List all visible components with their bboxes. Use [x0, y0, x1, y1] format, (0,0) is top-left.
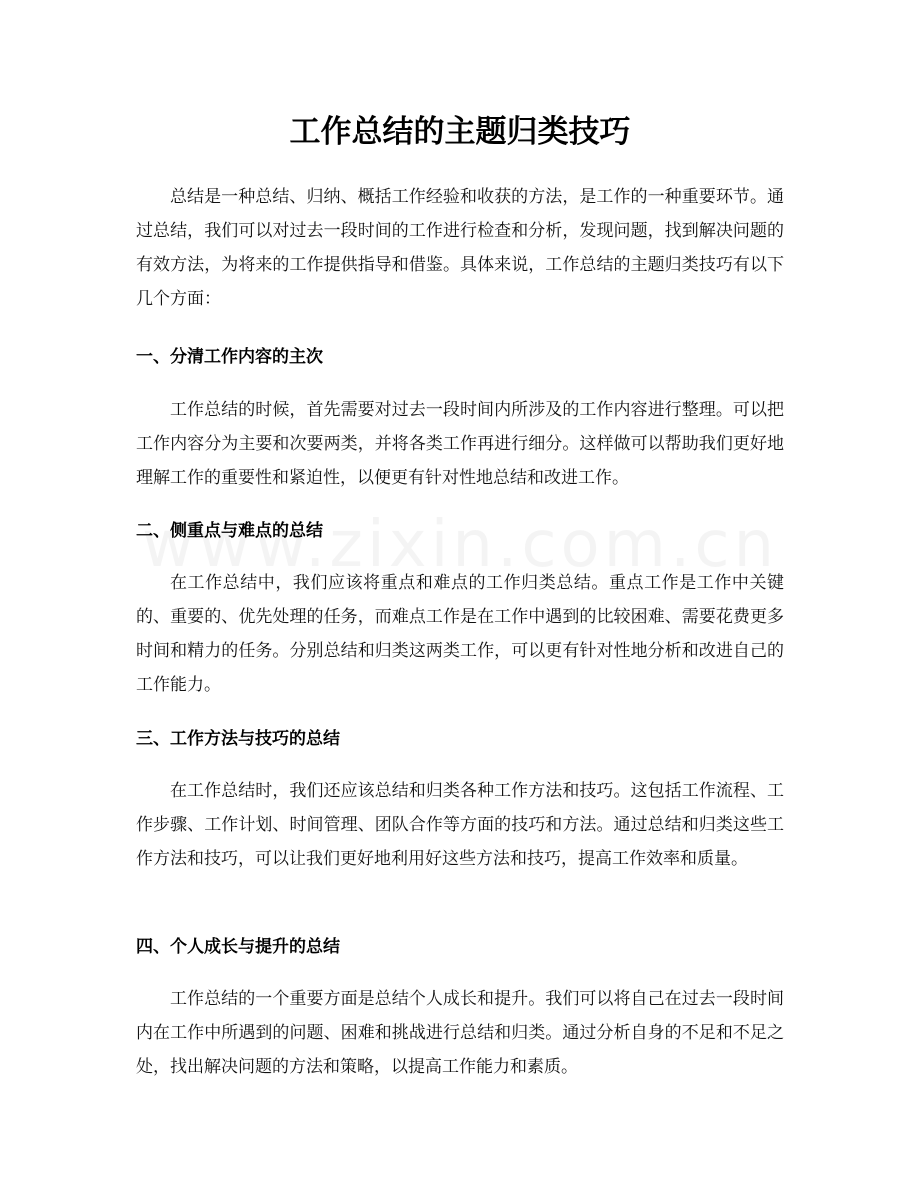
section-body-2: 在工作总结中，我们应该将重点和难点的工作归类总结。重点工作是工作中关键的、重要的、优先处理的任务，而难点工作是在工作中遇到的比较困难、需要花费更多时间和精力的任务。分别总结和归类这两类工作，可以更有针对性地分析和改进自己的工作能力。 — [136, 573, 784, 695]
section-heading-1: 一、分清工作内容的主次 — [136, 347, 323, 367]
section-body-4: 工作总结的一个重要方面是总结个人成长和提升。我们可以将自己在过去一段时间内在工作中所遇到的问题、困难和挑战进行总结和归类。通过分析自身的不足和不足之处，找出解决问题的方法和策略，以提高工作能力和素质。 — [136, 989, 784, 1077]
section-body-3: 在工作总结时，我们还应该总结和归类各种工作方法和技巧。这包括工作流程、工作步骤、工作计划、时间管理、团队合作等方面的技巧和方法。通过总结和归类这些工作方法和技巧，可以让我们更好地利用好这些方法和技巧，提高工作效率和质量。 — [136, 781, 784, 869]
section-heading-3: 三、工作方法与技巧的总结 — [136, 729, 340, 749]
page-title: 工作总结的主题归类技巧 — [289, 114, 631, 150]
intro-paragraph: 总结是一种总结、归纳、概括工作经验和收获的方法，是工作的一种重要环节。通过总结，我们可以对过去一段时间的工作进行检查和分析，发现问题，找到解决问题的有效方法，为将来的工作提供指导和借鉴。具体来说，工作总结的主题归类技巧有以下几个方面： — [136, 187, 784, 309]
section-heading-2: 二、侧重点与难点的总结 — [136, 521, 323, 541]
section-heading-4: 四、个人成长与提升的总结 — [136, 937, 340, 957]
section-body-1: 工作总结的时候，首先需要对过去一段时间内所涉及的工作内容进行整理。可以把工作内容分为主要和次要两类，并将各类工作再进行细分。这样做可以帮助我们更好地理解工作的重要性和紧迫性，以便更有针对性地总结和改进工作。 — [136, 400, 784, 488]
